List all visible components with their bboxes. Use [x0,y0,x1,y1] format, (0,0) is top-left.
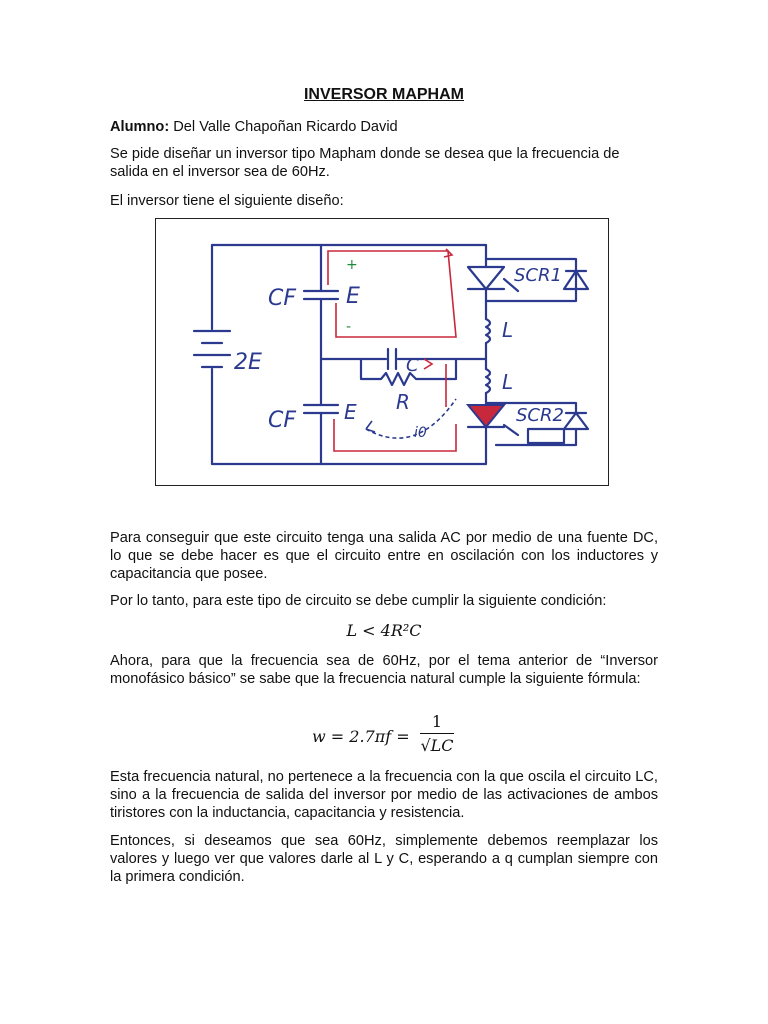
student-label: Alumno: [110,119,170,135]
paragraph-natural-frequency: Esta frecuencia natural, no pertenece a la frecuencia con la que oscila el circuito LC, sino a la frecuencia de salida del inversor por medio de las activaciones de ambos tiristores con la inductancia, capacitancia y resistencia. [110,769,658,821]
paragraph-frequency: Ahora, para que la frecuencia sea de 60Hz, por el tema anterior de “Inversor monofásico básico” se sabe que la frecuencia natural cumple la siguiente fórmula: [110,653,658,687]
label-l-bottom: L [502,370,514,394]
circuit-diagram-svg [156,219,607,484]
label-cf-top: CF [268,286,297,311]
paragraph-objective: Se pide diseñar un inversor tipo Mapham donde se desea que la frecuencia de salida en el inversor sea de 60Hz. [110,146,620,180]
label-scr1: SCR1 [514,265,562,286]
student-name: Del Valle Chapoñan Ricardo David [169,119,398,135]
label-r: R [396,390,410,414]
paragraph-oscillation: Para conseguir que este circuito tenga una salida AC por medio de una fuente DC, lo que se debe hacer es que el circuito entre en oscilación con los inductores y capacitancia que posee. [110,530,658,582]
label-i0: i0 [414,425,427,441]
equation-numerator: 1 [431,712,443,731]
equation-frequency [312,712,472,764]
document-title: INVERSOR MAPHAM [303,86,464,103]
minus-marker: - [346,319,352,335]
paragraph-design-intro: El inversor tiene el siguiente diseño: [110,193,344,209]
label-cf-bottom: CF [268,408,297,433]
label-e-top: E [346,284,360,309]
plus-marker: + [346,257,358,273]
paragraph-condition: Por lo tanto, para este tipo de circuito se debe cumplir la siguiente condición: [110,593,607,609]
label-c: C [406,355,419,376]
equation-denominator: √LC [420,733,454,755]
label-scr2: SCR2 [516,405,564,426]
label-e-bottom: E [344,400,357,424]
equation-fraction [420,712,454,755]
equation-frequency-left: w = 2.7πf = [312,727,410,746]
circuit-diagram [155,218,609,486]
label-l-top: L [502,318,514,342]
equation-condition: L < 4R²C [346,621,422,640]
paragraph-conclusion: Entonces, si deseamos que sea 60Hz, simplemente debemos reemplazar los valores y luego ver que valores darle al L y C, esperando a q cumplan siempre con la primera condición. [110,833,658,885]
student-line [110,118,658,136]
label-source-2e: 2E [234,350,262,375]
